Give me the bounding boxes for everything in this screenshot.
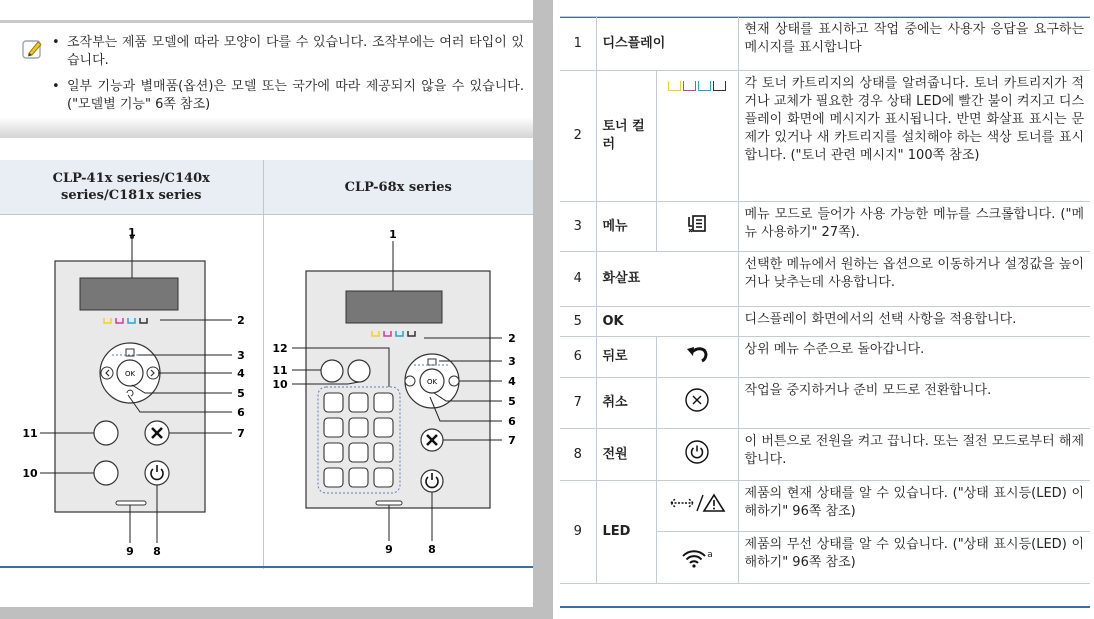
callout-5: 5 xyxy=(237,387,245,400)
status-warning-icon xyxy=(667,492,727,514)
back-arrow-icon xyxy=(684,344,710,364)
feature-description: 상위 메뉴 수준으로 돌아갑니다. xyxy=(738,337,1090,378)
table-row xyxy=(560,378,1090,429)
feature-description: 메뉴 모드로 들어가 사용 가능한 메뉴를 스크롤합니다. ("메뉴 사용하기" 27쪽). xyxy=(738,202,1090,252)
note-item: • 일부 기능과 별매품(옵션)은 모델 또는 국가에 따라 제공되지 않을 수 있습니다. ("모델별 기능" 6쪽 참조) xyxy=(52,78,524,114)
toner-black-icon xyxy=(713,81,726,91)
note-item: • 조작부는 제품 모델에 따라 모양이 다를 수 있습니다. 조작부에는 여러 타입이 있습니다. xyxy=(52,34,524,70)
power-icon xyxy=(684,439,710,465)
panel-diagram-2 xyxy=(264,215,534,565)
right-page xyxy=(553,0,1094,619)
table-row xyxy=(560,429,1090,481)
ok-label: OK xyxy=(426,378,437,386)
footnote-marker: a xyxy=(707,550,713,561)
model-table-bottom-rule xyxy=(0,566,533,568)
feature-name: 토너 컬러 xyxy=(596,71,656,202)
callout-2: 2 xyxy=(507,332,516,345)
menu-icon-cell xyxy=(656,202,738,252)
feature-description: 선택한 메뉴에서 원하는 옵션으로 이동하거나 설정값을 높이거나 낮추는데 사용합니다. xyxy=(738,252,1090,307)
row-number: 2 xyxy=(560,71,596,202)
feature-name: 전원 xyxy=(596,429,656,481)
callout-9: 9 xyxy=(384,543,393,556)
power-icon-cell xyxy=(656,429,738,481)
feature-description: 작업을 중지하거나 준비 모드로 전환합니다. xyxy=(738,378,1090,429)
feature-name: LED xyxy=(596,481,656,584)
feature-description: 제품의 무선 상태를 알 수 있습니다. ("상태 표시등(LED) 이해하기" 96쪽 참조) xyxy=(738,532,1090,584)
callout-8: 8 xyxy=(427,543,436,556)
callout-4: 4 xyxy=(507,375,516,388)
pencil-note-icon xyxy=(22,38,44,60)
callout-7: 7 xyxy=(507,434,516,447)
status-led-icon-cell xyxy=(656,481,738,532)
feature-table-bottom-rule xyxy=(560,606,1090,608)
callout-12: 12 xyxy=(271,342,288,355)
feature-description: 이 버튼으로 전원을 켜고 끕니다. 또는 절전 모드로부터 해제합니다. xyxy=(738,429,1090,481)
feature-description: 디스플레이 화면에서의 선택 사항을 적용합니다. xyxy=(738,307,1090,337)
row-number: 7 xyxy=(560,378,596,429)
back-icon-cell xyxy=(656,337,738,378)
table-row xyxy=(560,71,1090,202)
cancel-icon xyxy=(684,387,710,413)
table-row xyxy=(560,252,1090,307)
callout-11: 11 xyxy=(22,427,38,440)
model-table xyxy=(0,160,533,569)
callout-7: 7 xyxy=(237,427,245,440)
toner-color-icons xyxy=(656,71,738,202)
note-list xyxy=(52,34,524,122)
feature-name: 메뉴 xyxy=(596,202,656,252)
panel-diagram-2-cell xyxy=(263,215,533,570)
feature-description: 각 토너 카트리지의 상태를 알려줍니다. 토너 카트리지가 적거나 교체가 필요한 경우 상태 LED에 빨간 불이 켜지고 디스플레이 화면에 메시지가 표시됩니다. 반면 화살표 표시는 문제가 있거나 새 카트리지를 설치해야 하는 색상 토너를 표시합니다. ("토너 관련 메시지" 100쪽 참조) xyxy=(738,71,1090,202)
callout-1: 1 xyxy=(388,228,397,241)
note-box xyxy=(0,20,533,138)
table-row xyxy=(560,337,1090,378)
wireless-icon xyxy=(681,549,707,569)
table-row xyxy=(560,481,1090,532)
row-number: 1 xyxy=(560,17,596,71)
callout-11: 11 xyxy=(271,364,288,377)
row-number: 9 xyxy=(560,481,596,584)
feature-name: 취소 xyxy=(596,378,656,429)
row-number: 5 xyxy=(560,307,596,337)
button-11 xyxy=(94,421,118,445)
feature-name: OK xyxy=(596,307,738,337)
menu-icon xyxy=(686,213,708,235)
callout-10: 10 xyxy=(271,378,288,391)
panel-diagram-1-cell xyxy=(0,215,263,570)
model-header-2: CLP-68x series xyxy=(263,160,533,215)
callout-6: 6 xyxy=(507,415,516,428)
model-header-1: CLP-41x series/C140x series/C181x series xyxy=(0,160,263,215)
toner-yellow-icon xyxy=(668,81,681,91)
ok-label: OK xyxy=(124,370,136,378)
cancel-icon-cell xyxy=(656,378,738,429)
callout-3: 3 xyxy=(237,349,245,362)
callout-9: 9 xyxy=(126,545,134,558)
panel-diagram-1 xyxy=(0,215,263,565)
table-row xyxy=(560,307,1090,337)
feature-table xyxy=(560,16,1090,584)
feature-name: 뒤로 xyxy=(596,337,656,378)
note-top-rule xyxy=(0,20,533,23)
row-number: 4 xyxy=(560,252,596,307)
feature-description: 제품의 현재 상태를 알 수 있습니다. ("상태 표시등(LED) 이해하기" 96쪽 참조) xyxy=(738,481,1090,532)
feature-name: 화살표 xyxy=(596,252,738,307)
table-row xyxy=(560,17,1090,71)
callout-8: 8 xyxy=(153,545,161,558)
table-row xyxy=(560,202,1090,252)
left-page xyxy=(0,0,533,607)
row-number: 8 xyxy=(560,429,596,481)
callout-6: 6 xyxy=(237,406,245,419)
toner-magenta-icon xyxy=(683,81,696,91)
feature-name: 디스플레이 xyxy=(596,17,738,71)
feature-description: 현재 상태를 표시하고 작업 중에는 사용자 응답을 요구하는 메시지를 표시합니다 xyxy=(738,17,1090,71)
wireless-led-icon-cell xyxy=(656,532,738,584)
callout-10: 10 xyxy=(22,467,38,480)
callout-1: 1 xyxy=(128,226,136,239)
row-number: 3 xyxy=(560,202,596,252)
row-number: 6 xyxy=(560,337,596,378)
callout-3: 3 xyxy=(507,355,516,368)
toner-cyan-icon xyxy=(698,81,711,91)
callout-2: 2 xyxy=(237,314,245,327)
callout-5: 5 xyxy=(507,395,516,408)
callout-4: 4 xyxy=(237,367,245,380)
